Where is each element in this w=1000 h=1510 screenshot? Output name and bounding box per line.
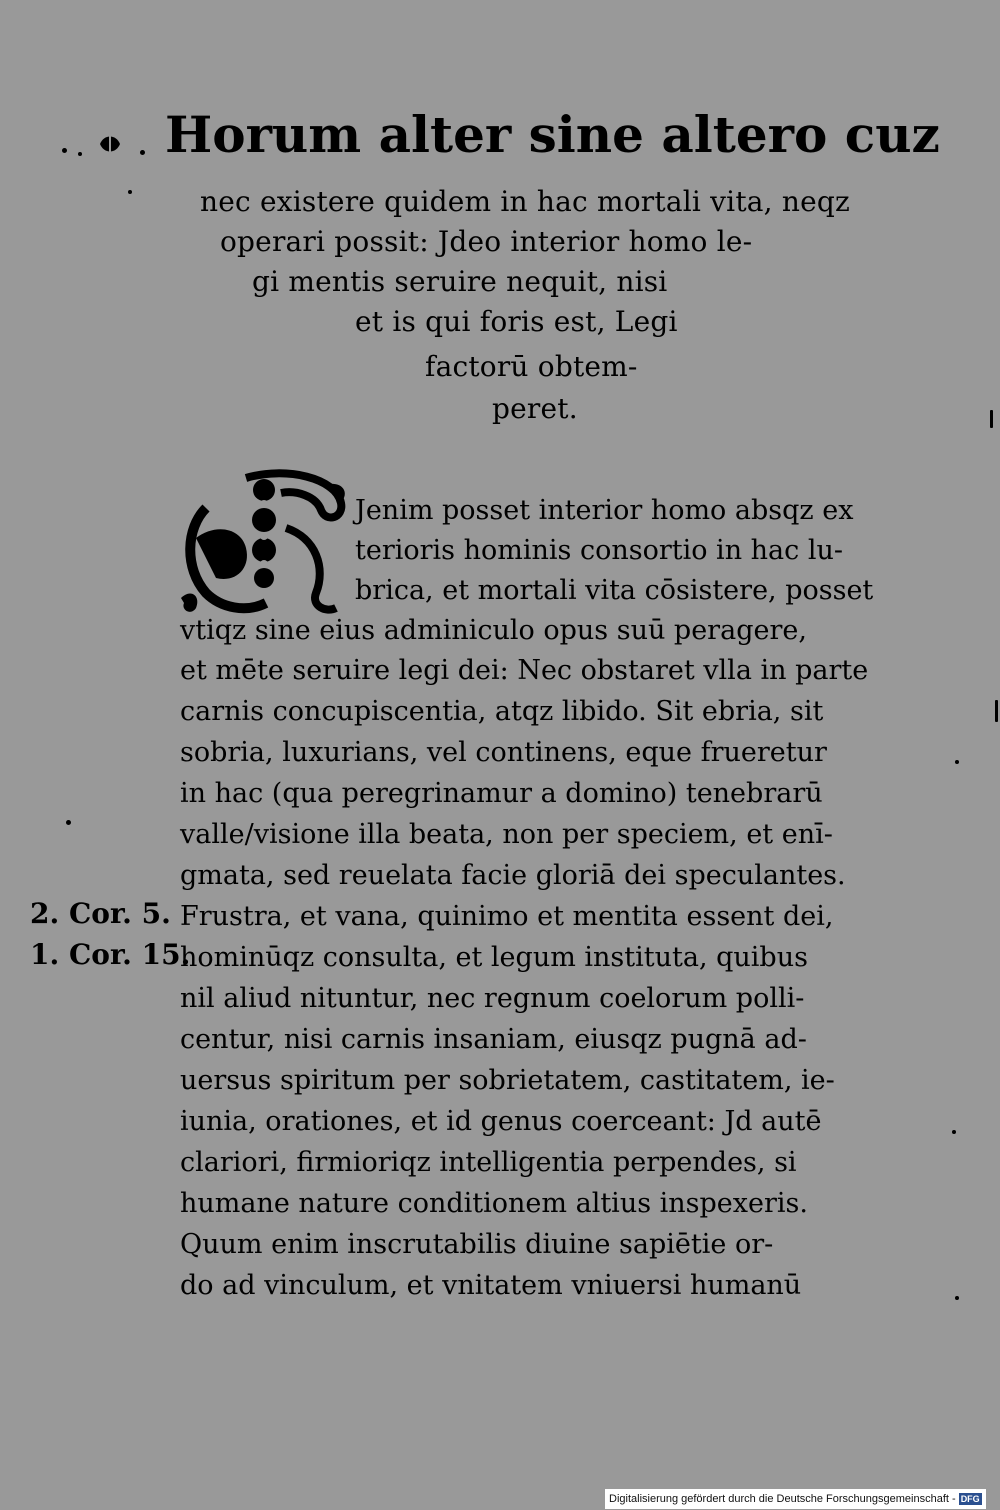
text-line: iunia, orationes, et id genus coerceant: Jd autē — [180, 1106, 822, 1137]
text-line: Jenim posset interior homo absqz ex — [355, 495, 854, 526]
text-line: sobria, luxurians, vel continens, eque frueretur — [180, 737, 827, 768]
ink-speck — [62, 148, 67, 153]
text-line: brica, et mortali vita cōsistere, posset — [355, 575, 874, 606]
text-line: clariori, firmioriqz intelligentia perpendes, si — [180, 1147, 797, 1178]
heading-line: operari possit: Jdeo interior homo le- — [220, 225, 753, 258]
heading-line: nec existere quidem in hac mortali vita, neqz — [200, 185, 850, 218]
text-line: carnis concupiscentia, atqz libido. Sit ebria, sit — [180, 696, 824, 727]
text-line: Frustra, et vana, quinimo et mentita essent dei, — [180, 901, 834, 932]
text-line: humane nature conditionem altius inspexeris. — [180, 1188, 808, 1219]
ink-speck — [995, 700, 998, 722]
text-line: uersus spiritum per sobrietatem, castitatem, ie- — [180, 1065, 835, 1096]
ink-speck — [952, 1130, 956, 1134]
text-line: terioris hominis consortio in hac lu- — [355, 535, 844, 566]
text-line: vtiqz sine eius adminiculo opus suū peragere, — [180, 615, 807, 646]
text-line: Quum enim inscrutabilis diuine sapiētie or- — [180, 1229, 774, 1260]
text-line: valle/visione illa beata, non per speciem, et enī- — [180, 819, 833, 850]
ink-speck — [78, 152, 82, 156]
heading-line: Horum alter sine altero cuz — [165, 105, 940, 164]
text-line: in hac (qua peregrinamur a domino) tenebrarū — [180, 778, 823, 809]
leaf-ornament-icon — [98, 132, 122, 156]
ink-speck — [990, 410, 993, 428]
dfg-logo: DFG — [960, 1494, 980, 1504]
heading-line: gi mentis seruire nequit, nisi — [252, 265, 668, 298]
ink-speck — [128, 190, 132, 194]
digitization-footer — [605, 1489, 986, 1509]
ink-speck — [955, 1296, 959, 1300]
text-line: et mēte seruire legi dei: Nec obstaret vlla in parte — [180, 655, 869, 686]
text-line: gmata, sed reuelata facie gloriā dei speculantes. — [180, 860, 846, 891]
heading-line: et is qui foris est, Legi — [355, 305, 678, 338]
text-line: nil aliud nituntur, nec regnum coelorum polli- — [180, 983, 805, 1014]
heading-line: peret. — [492, 392, 578, 425]
ink-speck — [955, 760, 959, 764]
footer-text: Digitalisierung gefördert durch die Deutsche Forschungsgemeinschaft - — [609, 1493, 956, 1505]
heading-line: factorū obtem- — [425, 350, 638, 383]
text-line: centur, nisi carnis insaniam, eiusqz pugnā ad- — [180, 1024, 807, 1055]
text-line: hominūqz consulta, et legum instituta, quibus — [180, 942, 808, 973]
ink-speck — [66, 820, 71, 825]
ink-speck — [140, 150, 145, 155]
margin-note: 1. Cor. 15. — [30, 938, 191, 971]
decorated-initial-s — [176, 468, 352, 618]
margin-note: 2. Cor. 5. — [30, 897, 171, 930]
text-line: do ad vinculum, et vnitatem vniuersi humanū — [180, 1270, 802, 1301]
